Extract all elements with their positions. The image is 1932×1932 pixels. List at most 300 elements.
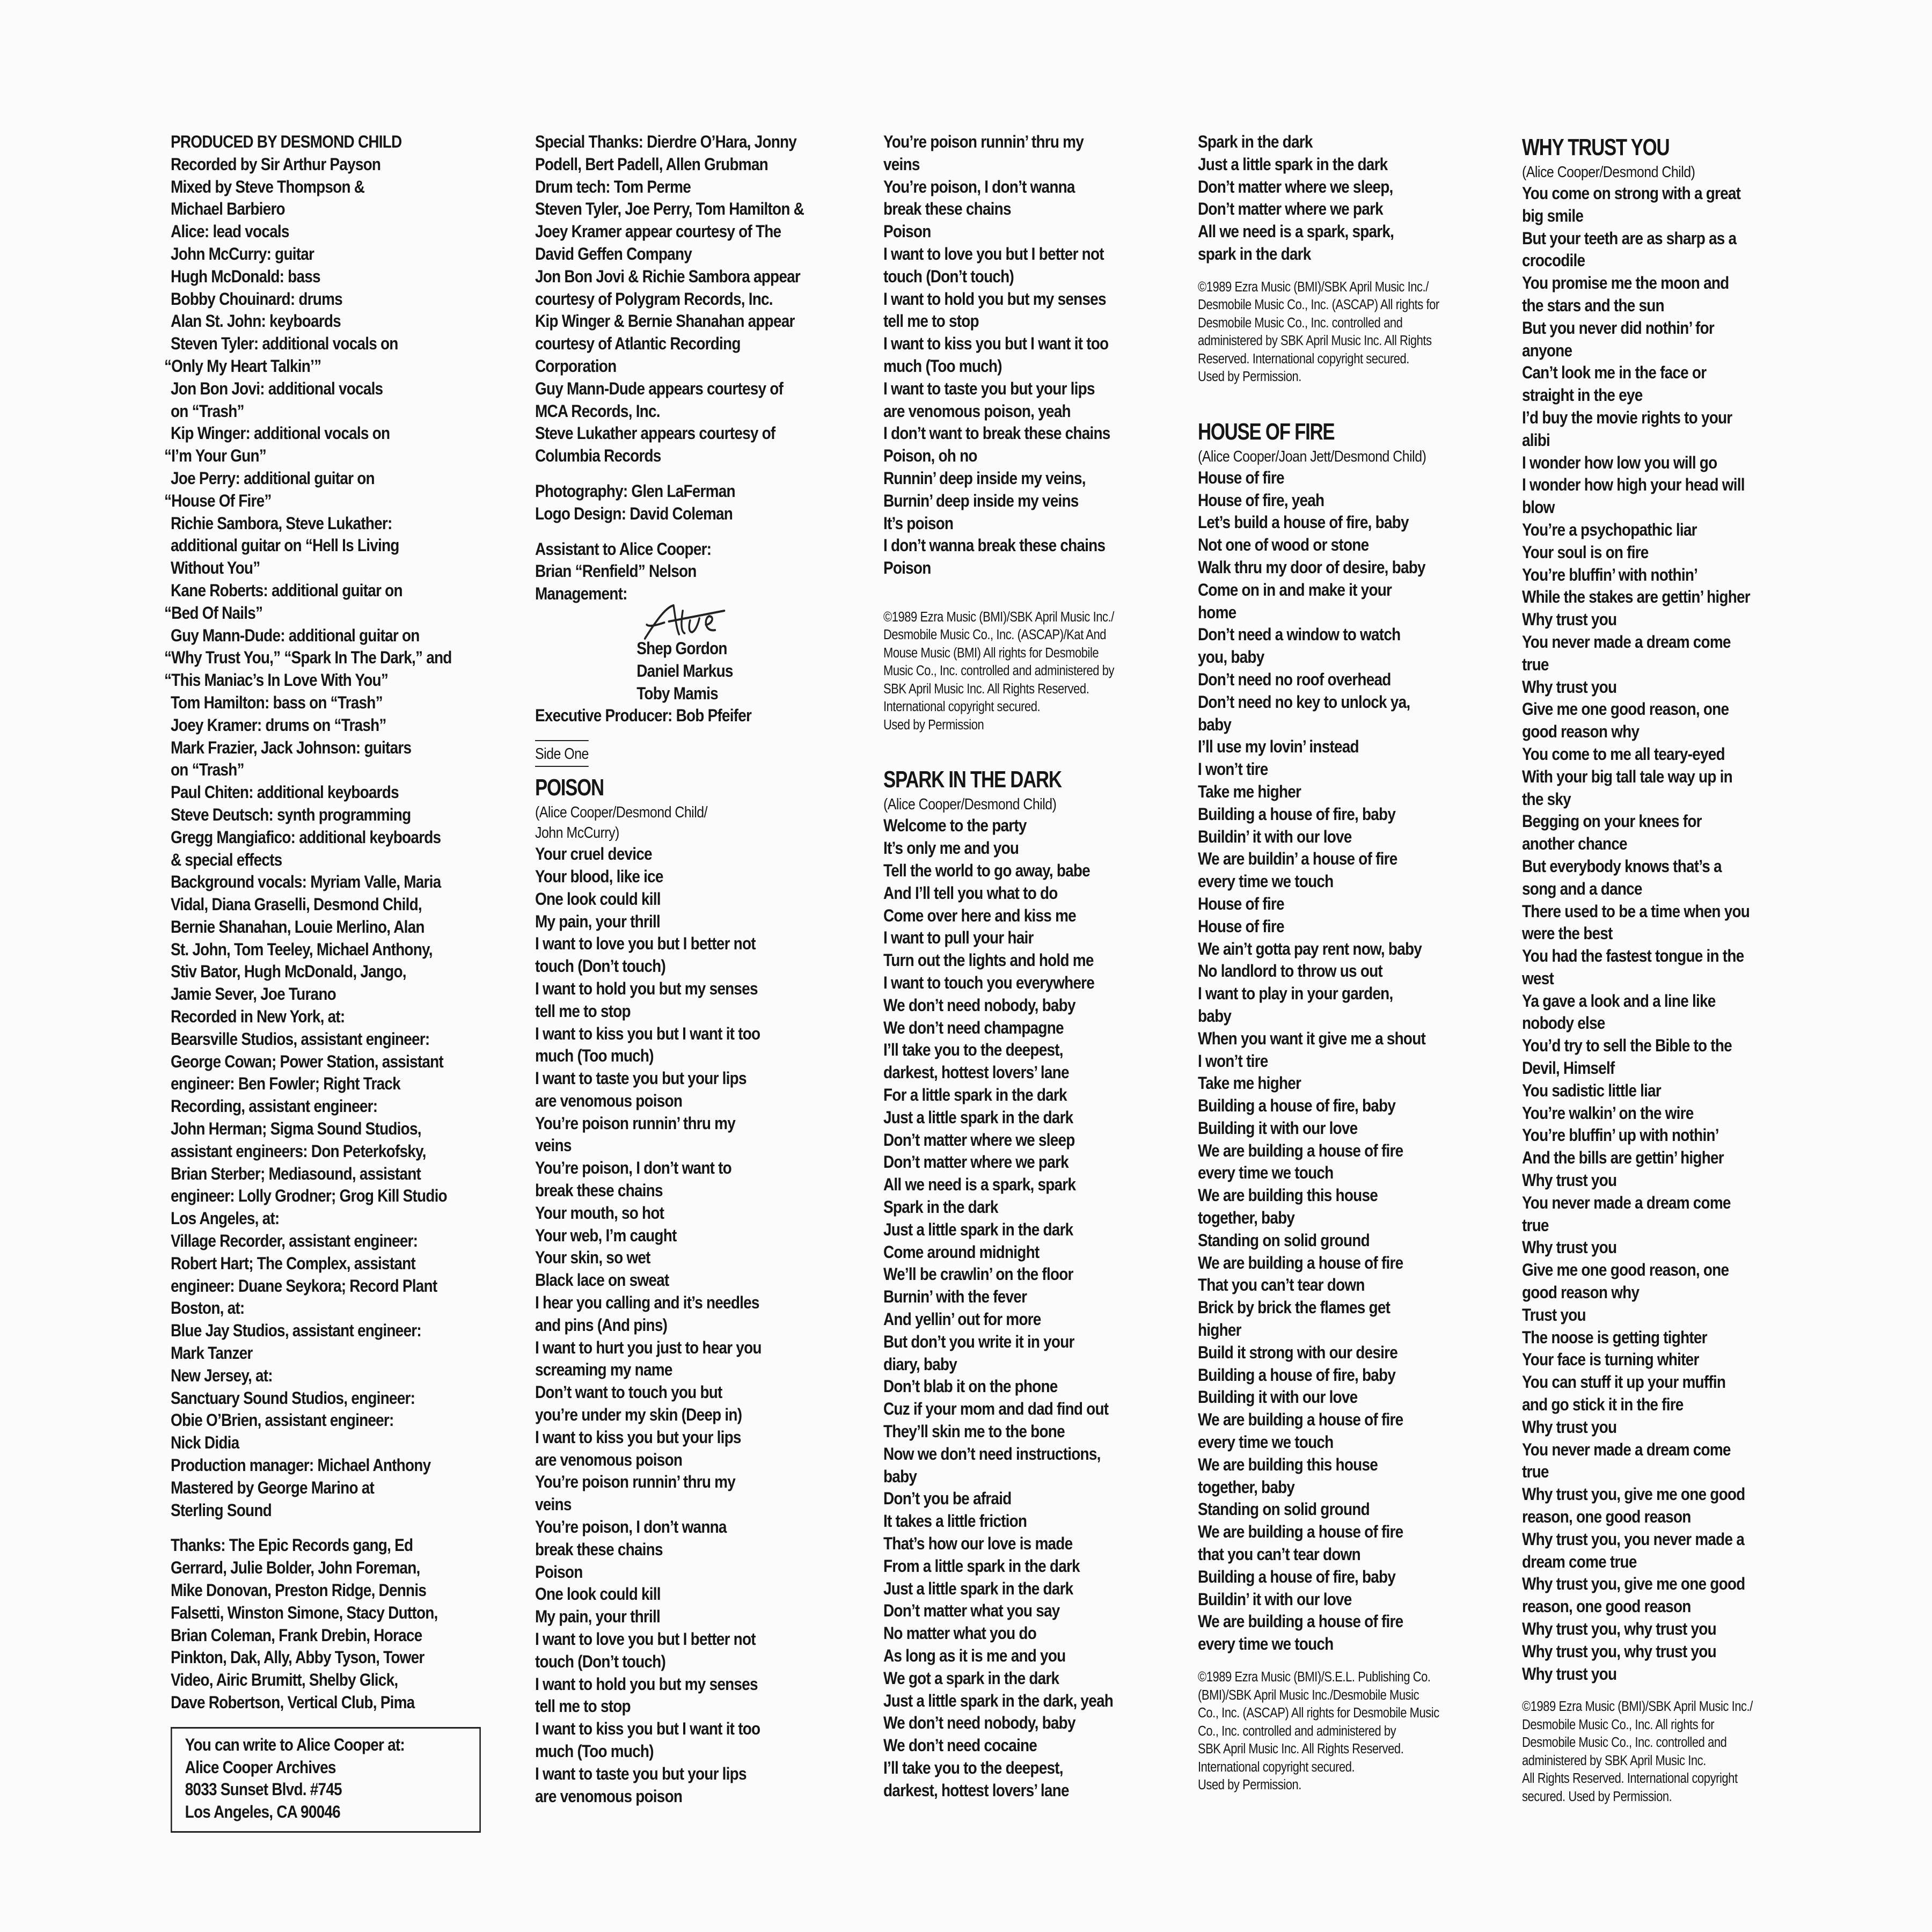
text-line: Joe Perry: additional guitar on [171,468,375,488]
text-line: Toby Mamis [636,683,718,703]
text-line: Cuz if your mom and dad find out [883,1399,1109,1419]
text-line: Co., Inc. controlled and administered by [1198,1723,1396,1739]
text-line: Steve Deutsch: synth programming [171,804,411,824]
text-line: west [1522,968,1554,988]
text-line: You promise me the moon and [1522,273,1729,293]
text-line: touch (Don’t touch) [883,266,1014,286]
text-line: anyone [1522,340,1572,360]
text-line: Used by Permission. [1198,1777,1301,1793]
text-line: I want to hold you but my senses [535,1674,758,1694]
lyrics-column-4 [1198,131,1457,1795]
text-line: I want to play in your garden, [1198,984,1393,1004]
management-label: Management: [535,584,627,604]
text-line: Photography: Glen LaFerman [535,481,735,501]
text-line: When you want it give me a shout [1198,1028,1426,1048]
text-line: Nick Didia [171,1433,239,1453]
text-line: You’re bluffin’ up with nothin’ [1522,1125,1719,1145]
lyrics-house-of-fire [1198,467,1457,1656]
text-line: My pain, your thrill [535,1607,660,1627]
text-line: Standing on solid ground [1198,1499,1370,1519]
text-line: Jamie Sever, Joe Turano [171,984,336,1004]
copyright-house-of-fire [1198,1668,1457,1795]
text-line: Los Angeles, at: [171,1209,280,1228]
text-line: ©1989 Ezra Music (BMI)/S.E.L. Publishing Co. [1198,1670,1431,1685]
text-line: home [1198,602,1236,622]
text-line: You never made a dream come [1522,1439,1731,1459]
text-line: Building a house of fire, baby [1198,1567,1396,1586]
text-line: I want to kiss you but your lips [535,1427,741,1447]
text-line: Poison [535,1562,583,1582]
text-line: One look could kill [535,889,661,909]
text-line: spark in the dark [1198,244,1311,264]
text-line: Mouse Music (BMI) All rights for Desmobile [883,645,1099,661]
text-line: You’re bluffin’ with nothin’ [1522,565,1698,584]
text-line: My pain, your thrill [535,911,660,931]
text-line: I’d buy the movie rights to your [1522,407,1732,427]
lyrics-poison [535,843,849,1807]
text-line: every time we touch [1198,1432,1334,1452]
text-line: You’d try to sell the Bible to the [1522,1036,1732,1056]
text-line: Why trust you, you never made a [1522,1529,1744,1549]
text-line: Your web, I’m caught [535,1225,677,1245]
text-line: With your big tall tale way up in [1522,766,1732,786]
text-line: We don’t need champagne [883,1018,1064,1037]
text-line: I want to hold you but my senses [883,289,1106,309]
text-line: John McCurry: guitar [171,244,314,264]
text-line: Standing on solid ground [1198,1230,1370,1250]
text-line: Mark Frazier, Jack Johnson: guitars [171,737,412,757]
text-line: tell me to stop [535,1001,631,1021]
text-line: SBK April Music Inc. All Rights Reserved. [883,681,1089,697]
text-line: (Alice Cooper/Joan Jett/Desmond Child) [1198,448,1426,465]
thanks-list [171,1534,475,1714]
text-line: MCA Records, Inc. [535,401,660,421]
text-line: Not one of wood or stone [1198,535,1369,555]
text-line: Village Recorder, assistant engineer: [171,1231,418,1251]
executive-producer: Executive Producer: Bob Pfeifer [535,706,752,726]
text-line: George Cowan; Power Station, assistant [171,1051,443,1071]
text-line: Don’t matter what you say [883,1601,1060,1621]
text-line: Why trust you, give me one good [1522,1574,1745,1594]
text-line: And the bills are gettin’ higher [1522,1148,1724,1168]
text-line: House of fire [1198,894,1284,913]
text-line: “This Maniac’s In Love With You” [164,670,389,690]
text-line: Blue Jay Studios, assistant engineer: [171,1321,421,1341]
management-signature [535,605,849,638]
text-line: Why trust you [1522,1238,1617,1257]
text-line: Steve Lukather appears courtesy of [535,423,775,443]
lyrics-spark [883,815,1183,1802]
credits-list [164,131,475,1521]
address-box [171,1727,481,1833]
text-line: I wonder how low you will go [1522,452,1717,472]
song-title-why-trust-you: WHY TRUST YOU [1522,134,1670,160]
text-line: Come over here and kiss me [883,905,1076,925]
text-line: Let’s build a house of fire, baby [1198,513,1409,532]
text-line: courtesy of Atlantic Recording [535,334,741,354]
text-line: Burnin’ deep inside my veins [883,491,1079,510]
text-line: Brian Sterber; Mediasound, assistant [171,1163,421,1183]
text-line: I want to taste you but your lips [535,1069,747,1088]
text-line: are venomous poison [535,1091,683,1110]
text-line: straight in the eye [1522,385,1643,405]
text-line: You’re poison runnin’ thru my [535,1113,736,1133]
text-line: Mastered by George Marino at [171,1477,375,1497]
text-line: Don’t matter where we sleep [883,1130,1075,1150]
text-line: Jon Bon Jovi: additional vocals [171,378,383,398]
text-line: I don’t want to break these chains [883,423,1110,443]
text-line: Brick by brick the flames get [1198,1298,1391,1318]
text-line: Buildin’ it with our love [1198,1589,1352,1609]
text-line: Desmobile Music Co., Inc. controlled and [1522,1735,1727,1751]
text-line: Guy Mann-Dude appears courtesy of [535,378,784,398]
text-line: St. John, Tom Teeley, Michael Anthony, [171,939,433,959]
text-line: Stiv Bator, Hugh McDonald, Jango, [171,962,406,982]
text-line: You’re a psychopathic liar [1522,519,1697,539]
text-line: Alan St. John: keyboards [171,311,341,331]
text-line: true [1522,1215,1549,1235]
text-line: Thanks: The Epic Records gang, Ed [171,1535,413,1555]
text-line: tell me to stop [883,311,979,331]
text-line: Give me one good reason, one [1522,699,1729,719]
text-line: Falsetti, Winston Simone, Stacy Dutton, [171,1602,438,1622]
text-line: We are buildin’ a house of fire [1198,849,1397,869]
text-line: Don’t need no key to unlock ya, [1198,692,1410,712]
text-line: You’re poison, I don’t wanna [883,177,1075,196]
text-line: You sadistic little liar [1522,1080,1661,1100]
text-line: Brian Coleman, Frank Drebin, Horace [171,1625,422,1645]
text-line: Sterling Sound [171,1500,272,1520]
text-line: Poison [883,222,931,241]
text-line: Vidal, Diana Graselli, Desmond Child, [171,895,422,914]
text-line: Just a little spark in the dark, yeah [883,1690,1114,1710]
text-line: Gerrard, Julie Bolder, John Foreman, [171,1558,420,1578]
text-line: Why trust you [1522,677,1617,697]
text-line: International copyright secured. [1198,1759,1355,1775]
text-line: touch (Don’t touch) [535,1651,665,1671]
text-line: Podell, Bert Padell, Allen Grubman [535,154,768,174]
text-line: Can’t look me in the face or [1522,363,1707,383]
text-line: Your mouth, so hot [535,1203,664,1223]
text-line: I want to kiss you but I want it too [883,334,1109,354]
text-line: Desmobile Music Co., Inc. controlled and [1198,315,1403,331]
text-line: Why trust you [1522,610,1617,630]
lyrics-why-trust-you [1522,182,1771,1685]
text-line: I wonder how high your head will [1522,475,1745,495]
text-line: Why trust you [1522,1170,1617,1190]
text-line: Welcome to the party [883,816,1027,836]
text-line: alibi [1522,430,1550,450]
special-thanks-list [535,131,849,467]
text-line: assistant engineers: Don Peterkofsky, [171,1141,426,1161]
lyrics-column-5 [1522,131,1771,1806]
text-line: Buildin’ it with our love [1198,826,1352,846]
text-line: veins [883,154,920,174]
text-line: Give me one good reason, one [1522,1260,1729,1280]
text-line: Desmobile Music Co., Inc. (ASCAP)/Kat And [883,627,1107,643]
text-line: “House Of Fire” [164,491,272,510]
text-line: You had the fastest tongue in the [1522,946,1744,966]
text-line: Why trust you [1522,1417,1617,1437]
text-line: nobody else [1522,1013,1605,1033]
text-line: House of fire [1198,916,1284,936]
thanks-column [535,131,849,1807]
text-line: Your face is turning whiter [1522,1350,1699,1370]
text-line: Special Thanks: Dierdre O’Hara, Jonny [535,132,797,151]
text-line: PRODUCED BY DESMOND CHILD [171,132,402,151]
text-line: Just a little spark in the dark [883,1219,1073,1239]
text-line: baby [883,1466,917,1486]
text-line: I want to pull your hair [883,928,1034,948]
text-line: Don’t matter where we park [1198,199,1383,219]
text-line: Joey Kramer: drums on “Trash” [171,715,386,735]
text-line: and go stick it in the fire [1522,1395,1684,1415]
text-line: Build it strong with our desire [1198,1342,1397,1362]
text-line: All Rights Reserved. International copyright [1522,1771,1738,1787]
text-line: darkest, hottest lovers’ lane [883,1780,1069,1800]
text-line: Recorded by Sir Arthur Payson [171,154,381,174]
assistant-label: Assistant to Alice Cooper: [535,539,712,559]
text-line: Mixed by Steve Thompson & [171,177,365,196]
text-line: Building it with our love [1198,1387,1358,1407]
text-line: We are building a house of fire [1198,1140,1403,1160]
text-line: But you never did nothin’ for [1522,318,1714,338]
text-line: Alice Cooper Archives [185,1757,336,1777]
text-line: We are building a house of fire [1198,1522,1403,1542]
text-line: It’s only me and you [883,838,1019,858]
text-line: the stars and the sun [1522,295,1664,315]
text-line: (Alice Cooper/Desmond Child) [1522,164,1695,181]
text-line: All we need is a spark, spark [883,1175,1076,1195]
text-line: reason, one good reason [1522,1507,1691,1527]
text-line: true [1522,1462,1549,1482]
text-line: We are building this house [1198,1185,1378,1205]
text-line: tell me to stop [535,1696,631,1716]
text-line: baby [1198,1006,1232,1026]
text-line: Logo Design: David Coleman [535,503,733,523]
text-line: Why trust you, why trust you [1522,1641,1716,1661]
text-line: I want to taste you but your lips [535,1763,747,1783]
text-line: Jon Bon Jovi & Richie Sambora appear [535,266,801,286]
text-line: “I’m Your Gun” [164,446,266,466]
text-line: One look could kill [535,1584,661,1604]
text-line: Tom Hamilton: bass on “Trash” [171,692,383,712]
text-line: International copyright secured. [883,699,1041,715]
text-line: You never made a dream come [1522,1192,1731,1212]
text-line: Michael Barbiero [171,199,285,219]
text-line: every time we touch [1198,1163,1334,1183]
text-line: song and a dance [1522,879,1642,898]
text-line: & special effects [171,850,282,869]
text-line: Used by Permission [883,717,984,733]
lyrics-column-3 [883,131,1183,1802]
text-line: But your teeth are as sharp as a [1522,228,1737,248]
text-line: engineer: Lolly Grodner; Grog Kill Studio [171,1186,447,1206]
text-line: Columbia Records [535,446,661,466]
text-line: Come on in and make it your [1198,580,1392,599]
text-line: That you can’t tear down [1198,1275,1365,1295]
text-line: I want to taste you but your lips [883,378,1095,398]
text-line: engineer: Ben Fowler; Right Track [171,1074,400,1094]
text-line: I want to kiss you but I want it too [535,1719,760,1739]
text-line: you, baby [1198,647,1264,667]
text-line: Just a little spark in the dark [883,1107,1073,1127]
text-line: true [1522,654,1549,674]
text-line: I want to hurt you just to hear you [535,1337,762,1357]
text-line: and pins (And pins) [535,1315,668,1335]
text-line: Walk thru my door of desire, baby [1198,557,1425,577]
text-line: Don’t you be afraid [883,1489,1012,1509]
text-line: Music Co., Inc. controlled and administered by [883,663,1114,679]
text-line: Building a house of fire, baby [1198,1096,1396,1116]
text-line: Co., Inc. (ASCAP) All rights for Desmobile Music [1198,1706,1439,1721]
text-line: Shep Gordon [636,638,727,658]
lyrics-spark-continued [1198,131,1457,266]
alive-logo-icon [636,601,729,644]
photo-credits-list [535,480,849,525]
text-line: Guy Mann-Dude: additional guitar on [171,625,420,645]
text-line: But everybody knows that’s a [1522,856,1722,876]
text-line: You’re poison runnin’ thru my [883,132,1084,151]
text-line: New Jersey, at: [171,1365,273,1385]
text-line: Bearsville Studios, assistant engineer: [171,1029,430,1049]
text-line: Background vocals: Myriam Valle, Maria [171,872,441,892]
text-line: reason, one good reason [1522,1597,1691,1616]
songwriter-credits-poison [535,802,849,843]
text-line: Robert Hart; The Complex, assistant [171,1253,415,1273]
text-line: We are building this house [1198,1454,1378,1474]
text-line: Steven Tyler: additional vocals on [171,334,398,354]
text-line: were the best [1522,924,1613,943]
text-line: Corporation [535,356,617,376]
text-line: I want to kiss you but I want it too [535,1023,760,1043]
text-line: Devil, Himself [1522,1058,1615,1078]
text-line: every time we touch [1198,872,1334,891]
credits-column [164,131,475,1833]
text-line: John Herman; Sigma Sound Studios, [171,1119,421,1139]
text-line: veins [535,1136,572,1155]
text-line: It’s poison [883,513,954,533]
text-line: I won’t tire [1198,759,1268,779]
text-line: another chance [1522,834,1627,854]
text-line: dream come true [1522,1552,1637,1571]
management-names [535,638,849,705]
text-line: engineer: Duane Seykora; Record Plant [171,1276,437,1296]
text-line: Mark Tanzer [171,1343,253,1363]
text-line: It takes a little friction [883,1511,1027,1531]
text-line: Los Angeles, CA 90046 [185,1802,340,1822]
text-line: Don’t matter where we sleep, [1198,177,1393,196]
text-line: Bobby Chouinard: drums [171,289,342,309]
text-line: Building a house of fire, baby [1198,1365,1396,1385]
text-line: Boston, at: [171,1298,245,1318]
text-line: You come on strong with a great [1522,184,1741,203]
text-line: Kip Winger & Bernie Shanahan appear [535,311,795,331]
text-line: are venomous poison [535,1450,683,1469]
text-line: secured. Used by Permission. [1522,1789,1672,1804]
copyright-why-trust-you [1522,1698,1771,1806]
text-line: Hugh McDonald: bass [171,266,320,286]
text-line: Steven Tyler, Joe Perry, Tom Hamilton & [535,199,804,219]
text-line: Desmobile Music Co., Inc. All rights for [1522,1717,1715,1732]
lyrics-poison-continued [883,131,1183,580]
text-line: Come around midnight [883,1242,1040,1262]
text-line: The noose is getting tighter [1522,1327,1707,1347]
text-line: Gregg Mangiafico: additional keyboards [171,827,441,847]
text-line: administered by SBK April Music Inc. All Rights [1198,333,1432,349]
text-line: Your soul is on fire [1522,542,1649,562]
text-line: Desmobile Music Co., Inc. (ASCAP) All rights for [1198,297,1439,313]
text-line: I want to love you but I better not [883,244,1104,264]
text-line: I’ll take you to the deepest, [883,1758,1063,1777]
text-line: “Bed Of Nails” [164,603,263,623]
text-line: We are building a house of fire [1198,1253,1403,1272]
text-line: Turn out the lights and hold me [883,950,1094,970]
text-line: Richie Sambora, Steve Lukather: [171,513,392,533]
text-line: Drum tech: Tom Perme [535,177,691,196]
text-line: Trust you [1522,1305,1586,1324]
text-line: darkest, hottest lovers’ lane [883,1063,1069,1082]
text-line: Production manager: Michael Anthony [171,1455,431,1475]
text-line: break these chains [535,1181,663,1201]
text-line: Just a little spark in the dark [1198,154,1388,174]
text-line: break these chains [535,1539,663,1559]
text-line: I want to hold you but my senses [535,978,758,998]
text-line: are venomous poison, yeah [883,401,1071,421]
side-label: Side One [535,740,589,767]
text-line: Daniel Markus [636,661,733,680]
text-line: much (Too much) [535,1741,654,1761]
text-line: “Only My Heart Talkin’” [164,356,321,376]
copyright-poison [883,609,1183,735]
text-line: Paul Chiten: additional keyboards [171,782,399,802]
text-line: on “Trash” [171,401,244,421]
text-line: You can stuff it up your muffin [1522,1372,1726,1392]
text-line: I want to love you but I better not [535,934,756,954]
text-line: touch (Don’t touch) [535,956,665,976]
song-title-spark: SPARK IN THE DARK [883,766,1062,793]
text-line: I’ll take you to the deepest, [883,1040,1063,1060]
text-line: ©1989 Ezra Music (BMI)/SBK April Music Inc./ [1198,279,1429,295]
text-line: You can write to Alice Cooper at: [185,1735,405,1754]
text-line: House of fire, yeah [1198,490,1324,510]
text-line: I won’t tire [1198,1051,1268,1071]
text-line: Why trust you [1522,1664,1617,1684]
text-line: “Why Trust You,” “Spark In The Dark,” and [164,648,452,668]
text-line: Your skin, so wet [535,1248,650,1268]
text-line: additional guitar on “Hell Is Living [171,536,399,555]
text-line: They’ll skin me to the bone [883,1421,1065,1441]
text-line: Reserved. International copyright secured. [1198,351,1409,367]
text-line: For a little spark in the dark [883,1085,1067,1104]
text-line: Your blood, like ice [535,866,663,886]
text-line: You come to me all teary-eyed [1522,744,1725,764]
text-line: Begging on your knees for [1522,811,1702,831]
text-line: that you can’t tear down [1198,1545,1360,1564]
text-line: And yellin’ out for more [883,1309,1041,1329]
text-line: Dave Robertson, Vertical Club, Pima [171,1692,415,1712]
text-line: much (Too much) [535,1046,654,1066]
text-line: Ya gave a look and a line like [1522,991,1716,1011]
text-line: We got a spark in the dark [883,1668,1059,1688]
assistant-name: Brian “Renfield” Nelson [535,561,697,581]
songwriter-credits-house-of-fire [1198,447,1457,467]
text-line: Bernie Shanahan, Louie Merlino, Alan [171,917,425,936]
text-line: much (Too much) [883,356,1002,376]
text-line: We ain’t gotta pay rent now, baby [1198,939,1422,958]
text-line: But don’t you write it in your [883,1331,1074,1351]
text-line: Don’t want to touch you but [535,1382,722,1402]
